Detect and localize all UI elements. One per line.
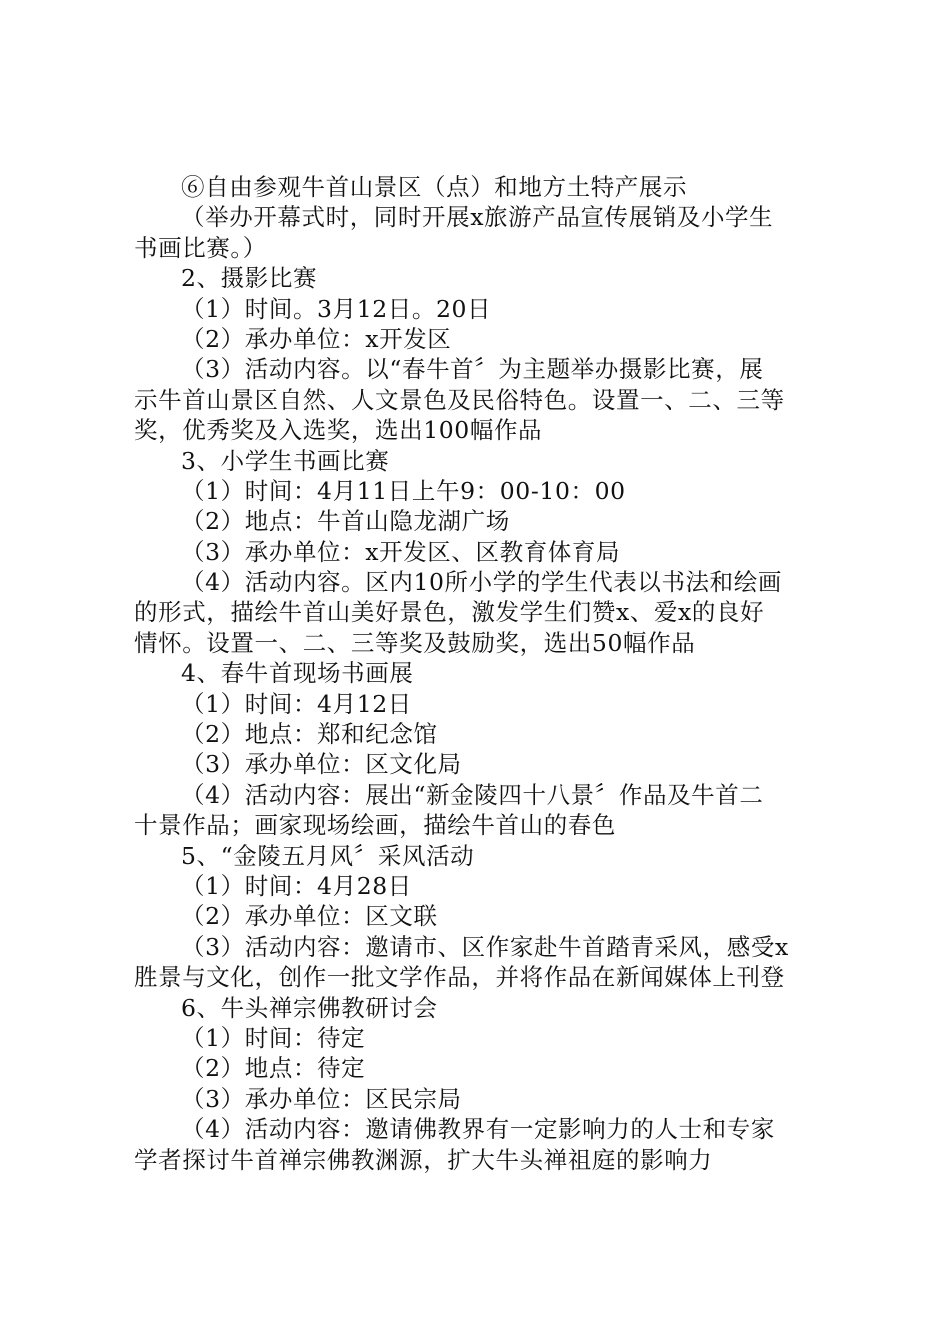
text-line: （1）时间。3月12日。20日 (181, 294, 492, 323)
text-line: （2）承办单位：区文联 (181, 902, 438, 931)
text-line: （3）活动内容。以“春牛首〞为主题举办摄影比赛，展 (181, 355, 764, 384)
text-line: 胜景与文化，创作一批文学作品，并将作品在新闻媒体上刊登 (134, 963, 785, 992)
text-line: 示牛首山景区自然、人文景色及民俗特色。设置一、二、三等 (134, 385, 785, 414)
text-line: （4）活动内容。区内10所小学的学生代表以书法和绘画 (181, 568, 782, 597)
text-line: （3）活动内容：邀请市、区作家赴牛首踏青采风，感受x (181, 932, 789, 961)
text-line: （2）地点：牛首山隐龙湖广场 (181, 507, 510, 536)
text-line: 十景作品；画家现场绘画，描绘牛首山的春色 (134, 811, 616, 840)
text-line: 奖，优秀奖及入选奖，选出100幅作品 (134, 416, 543, 445)
section-heading: 4、春牛首现场书画展 (181, 659, 414, 688)
section-heading: 2、摄影比赛 (181, 264, 318, 293)
text-line: （3）承办单位：区文化局 (181, 750, 462, 779)
text-line: （2）地点：郑和纪念馆 (181, 720, 438, 749)
text-line: ⑥自由参观牛首山景区（点）和地方土特产展示 (181, 173, 688, 201)
document-body (134, 172, 824, 1175)
text-line: （1）时间：4月11日上午9：00-10：00 (181, 476, 626, 505)
text-line: （4）活动内容：展出“新金陵四十八景〞作品及牛首二 (181, 780, 764, 809)
text-line: （1）时间：4月28日 (181, 871, 412, 900)
text-line: 的形式，描绘牛首山美好景色，激发学生们赞x、爱x的良好 (134, 598, 765, 627)
text-line: （举办开幕式时，同时开展x旅游产品宣传展销及小学生 (181, 203, 774, 232)
text-line: 情怀。设置一、二、三等奖及鼓励奖，选出50幅作品 (134, 628, 696, 657)
text-line: （1）时间：4月12日 (181, 689, 412, 718)
section-heading: 6、牛头禅宗佛教研讨会 (181, 993, 438, 1022)
text-line: 书画比赛。） (134, 233, 267, 262)
text-line: 学者探讨牛首禅宗佛教渊源，扩大牛头禅祖庭的影响力 (134, 1145, 713, 1174)
text-line: （3）承办单位：区民宗局 (181, 1084, 462, 1113)
text-line: （2）地点：待定 (181, 1054, 366, 1083)
text-line: （4）活动内容：邀请佛教界有一定影响力的人士和专家 (181, 1115, 775, 1144)
section-heading: 5、“金陵五月风〞采风活动 (181, 841, 475, 870)
text-line: （3）承办单位：x开发区、区教育体育局 (181, 537, 621, 566)
text-line: （1）时间：待定 (181, 1023, 366, 1052)
section-heading: 3、小学生书画比赛 (181, 446, 390, 475)
text-line: （2）承办单位：x开发区 (181, 324, 452, 353)
